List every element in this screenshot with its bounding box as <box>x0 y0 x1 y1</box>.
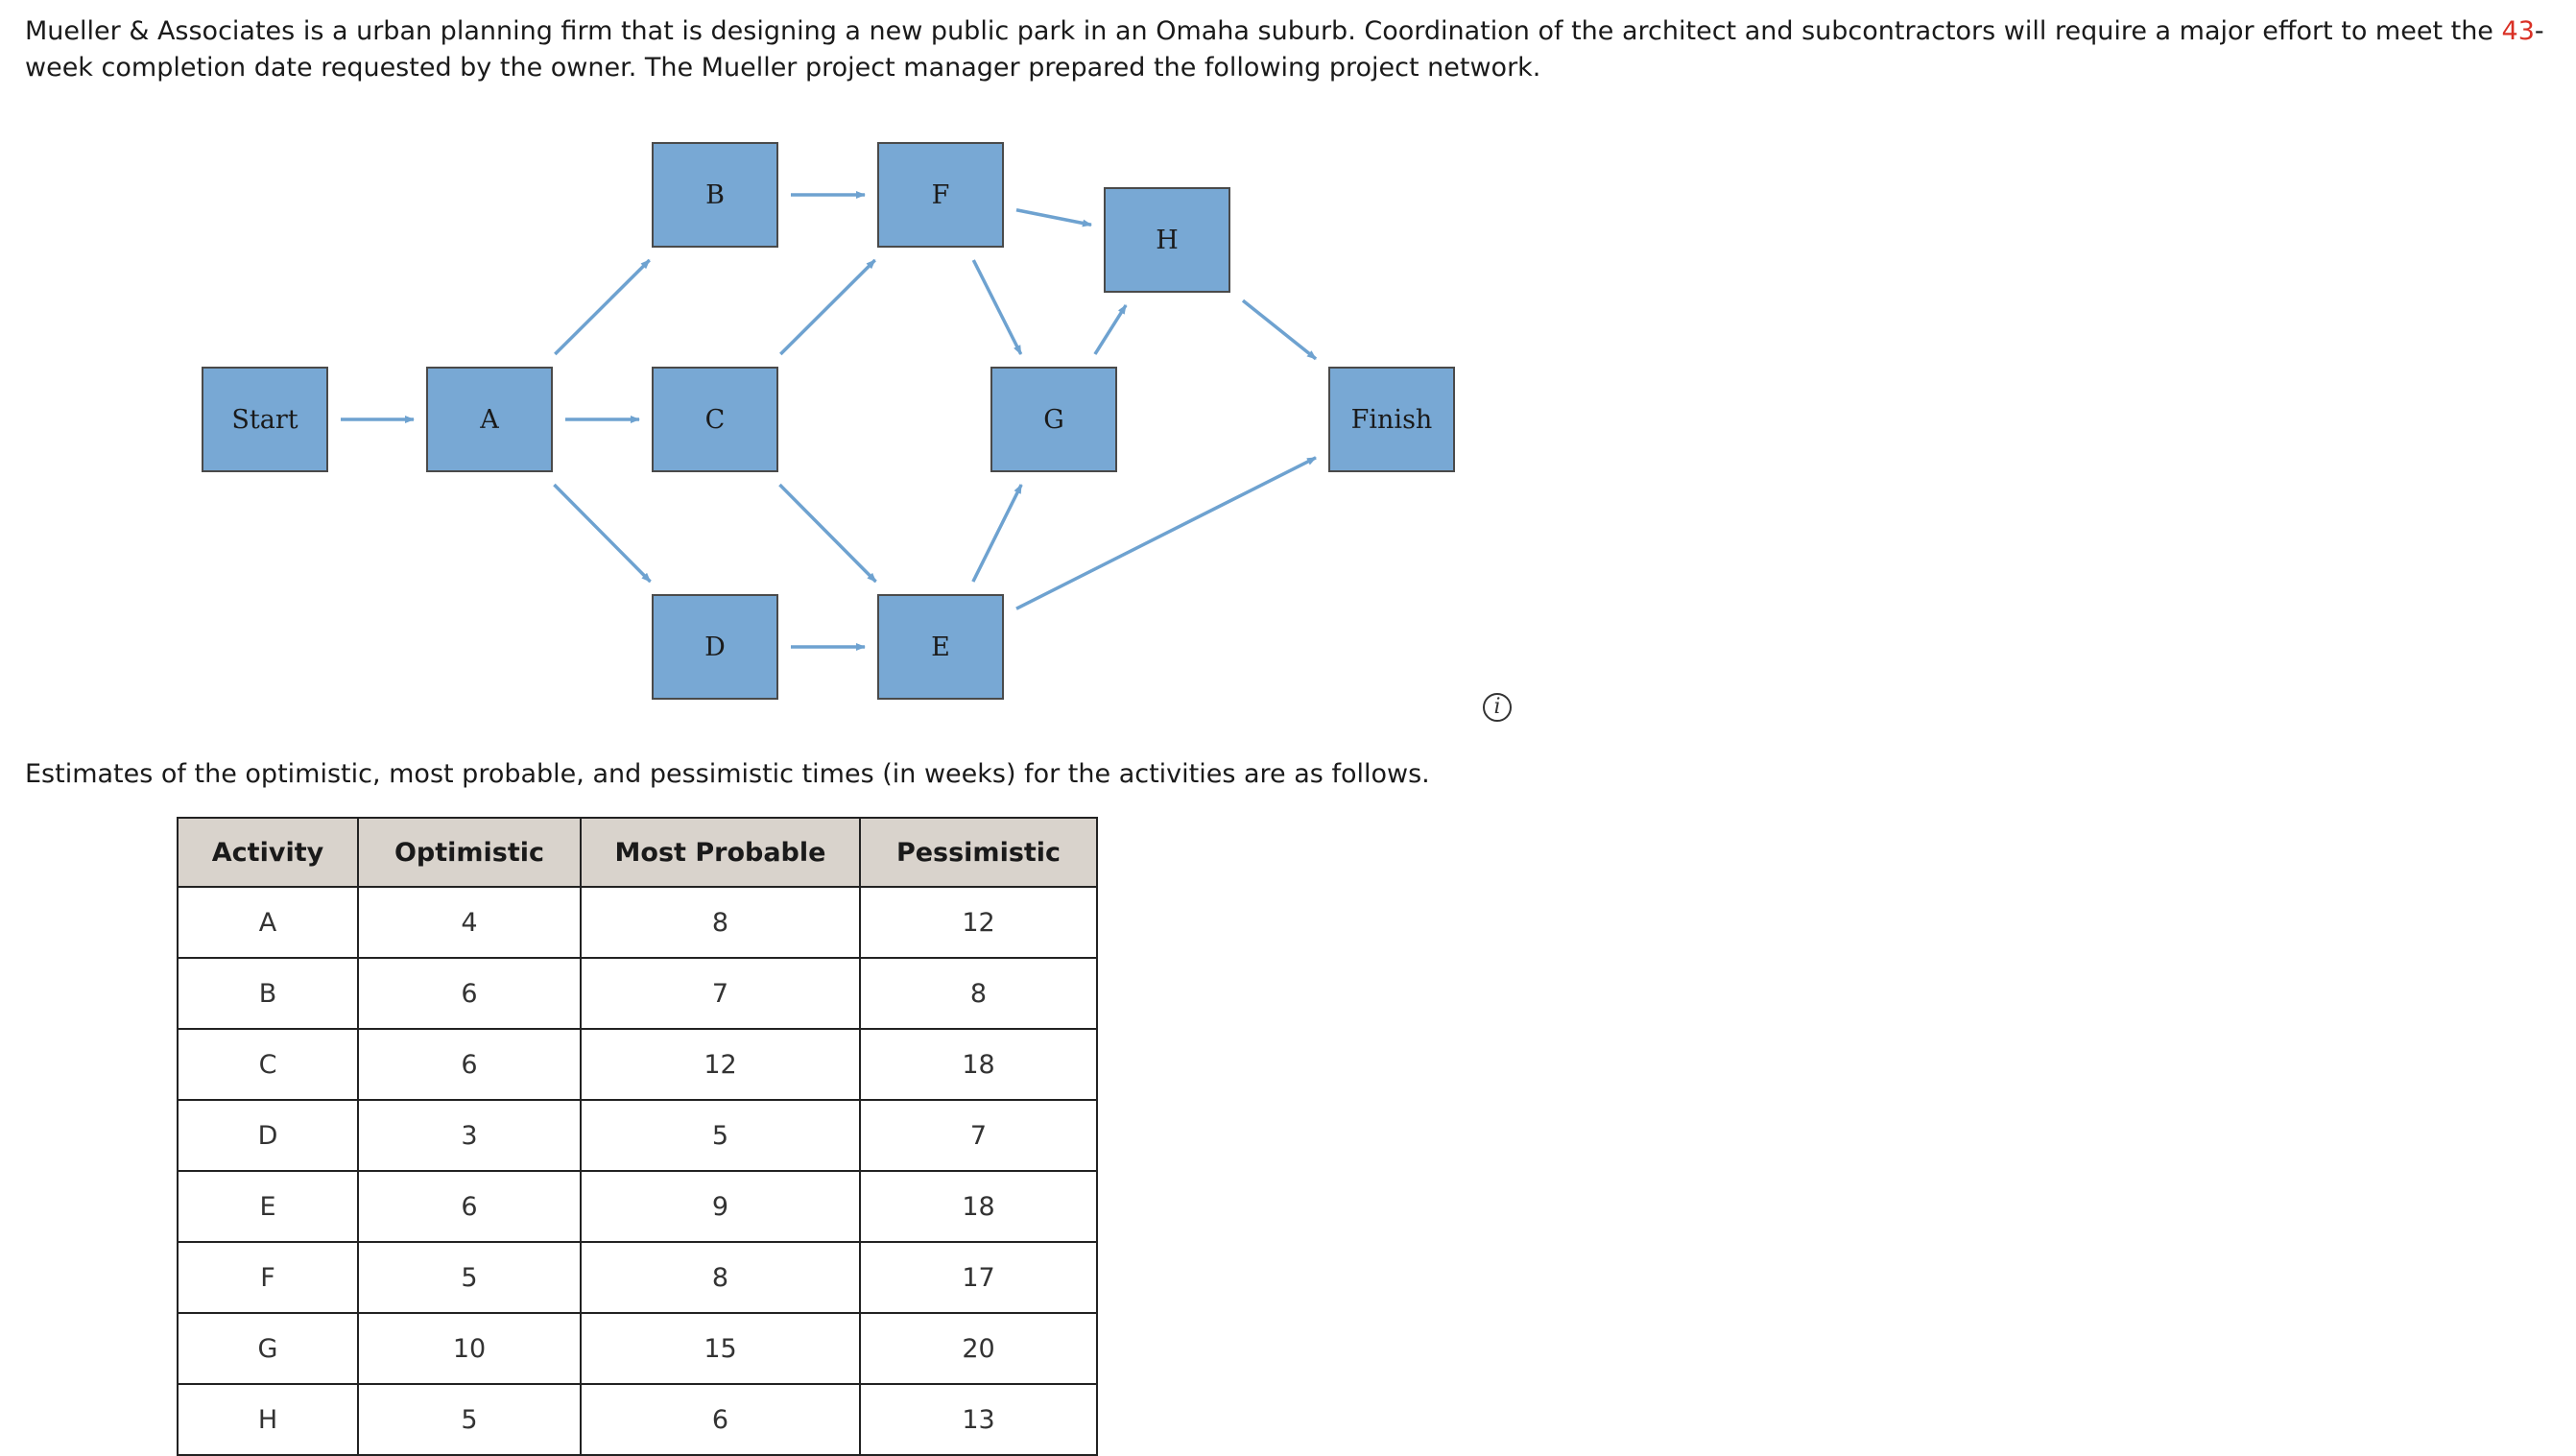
intro-text-after: -week completion date requested by the owner. The Mueller project manager prepared the following project network. <box>25 16 2544 83</box>
cell-pessimistic: 13 <box>860 1384 1097 1455</box>
cell-most-probable: 6 <box>581 1384 860 1455</box>
cell-activity: E <box>178 1171 358 1242</box>
cell-optimistic: 10 <box>358 1313 581 1384</box>
cell-activity: D <box>178 1100 358 1171</box>
node-b <box>653 143 777 247</box>
cell-pessimistic: 18 <box>860 1171 1097 1242</box>
header-pessimistic: Pessimistic <box>860 818 1097 887</box>
header-most-probable: Most Probable <box>581 818 860 887</box>
cell-most-probable: 12 <box>581 1029 860 1100</box>
cell-most-probable: 5 <box>581 1100 860 1171</box>
node-label: H <box>1156 226 1179 255</box>
table-row <box>178 1171 1097 1242</box>
node-label: Start <box>231 405 298 435</box>
cell-activity: A <box>178 887 358 958</box>
cell-most-probable: 7 <box>581 958 860 1029</box>
cell-most-probable: 15 <box>581 1313 860 1384</box>
edge-e-finish <box>1016 458 1316 609</box>
table-row <box>178 1100 1097 1171</box>
node-h <box>1105 188 1229 292</box>
node-label: C <box>704 405 726 435</box>
cell-pessimistic: 7 <box>860 1100 1097 1171</box>
node-label: F <box>931 180 950 210</box>
estimates-text: Estimates of the optimistic, most probable, and pessimistic times (in weeks) for the activities are as follows. <box>25 759 1430 789</box>
node-label: E <box>931 633 950 662</box>
cell-pessimistic: 18 <box>860 1029 1097 1100</box>
node-finish <box>1329 368 1454 471</box>
cell-optimistic: 6 <box>358 1171 581 1242</box>
header-optimistic: Optimistic <box>358 818 581 887</box>
edge-c-e <box>779 485 875 582</box>
edge-f-g <box>973 260 1020 354</box>
node-label: B <box>705 180 725 210</box>
node-label: G <box>1043 405 1064 435</box>
cell-optimistic: 6 <box>358 958 581 1029</box>
cell-most-probable: 8 <box>581 887 860 958</box>
node-c <box>653 368 777 471</box>
edge-h-finish <box>1243 300 1316 359</box>
intro-text-before: Mueller & Associates is a urban planning firm that is designing a new public park in an Omaha suburb. Coordination of the architect and subcontractors will require a major effort to meet the <box>25 16 2502 46</box>
table-header-row <box>178 818 1097 887</box>
node-f <box>878 143 1003 247</box>
cell-activity: B <box>178 958 358 1029</box>
node-label: A <box>480 405 499 435</box>
cell-activity: G <box>178 1313 358 1384</box>
node-d <box>653 595 777 699</box>
estimates-table <box>177 817 1098 1456</box>
node-label: D <box>704 633 726 662</box>
edge-c-f <box>780 260 874 354</box>
table-row <box>178 1313 1097 1384</box>
table-row <box>178 887 1097 958</box>
cell-most-probable: 8 <box>581 1242 860 1313</box>
table-row <box>178 1029 1097 1100</box>
edge-e-g <box>973 485 1021 582</box>
cell-optimistic: 5 <box>358 1242 581 1313</box>
cell-activity: H <box>178 1384 358 1455</box>
cell-activity: F <box>178 1242 358 1313</box>
node-start <box>203 368 327 471</box>
cell-pessimistic: 12 <box>860 887 1097 958</box>
table-row <box>178 1384 1097 1455</box>
cell-optimistic: 4 <box>358 887 581 958</box>
node-label: Finish <box>1350 405 1433 435</box>
table-row <box>178 1242 1097 1313</box>
header-activity: Activity <box>178 818 358 887</box>
node-g <box>991 368 1116 471</box>
table-row <box>178 958 1097 1029</box>
cell-optimistic: 5 <box>358 1384 581 1455</box>
edge-a-b <box>555 260 649 354</box>
cell-optimistic: 3 <box>358 1100 581 1171</box>
cell-pessimistic: 17 <box>860 1242 1097 1313</box>
edge-f-h <box>1016 210 1091 226</box>
cell-activity: C <box>178 1029 358 1100</box>
cell-pessimistic: 20 <box>860 1313 1097 1384</box>
edge-g-h <box>1095 305 1126 354</box>
info-icon[interactable]: i <box>1483 693 1512 722</box>
edge-a-d <box>554 485 650 582</box>
cell-pessimistic: 8 <box>860 958 1097 1029</box>
node-e <box>878 595 1003 699</box>
cell-most-probable: 9 <box>581 1171 860 1242</box>
cell-optimistic: 6 <box>358 1029 581 1100</box>
node-a <box>427 368 552 471</box>
deadline-weeks: 43 <box>2501 16 2535 46</box>
